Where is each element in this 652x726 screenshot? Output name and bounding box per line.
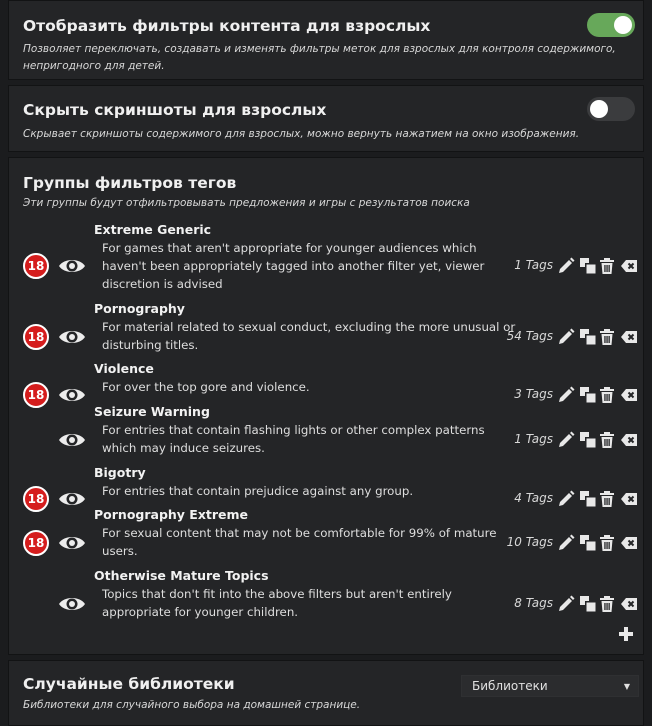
edit-pencil-icon[interactable]	[557, 534, 575, 552]
edit-pencil-icon[interactable]	[557, 595, 575, 613]
remove-icon[interactable]	[620, 595, 638, 613]
filter-row	[9, 465, 645, 506]
edit-pencil-icon[interactable]	[557, 257, 575, 275]
filter-name: Seizure Warning	[94, 404, 210, 419]
eye-icon[interactable]	[58, 533, 86, 553]
filter-tag-count: 8 Tags	[514, 596, 553, 610]
adult-18-badge: 18	[23, 253, 49, 279]
trash-icon[interactable]	[598, 386, 616, 404]
tag-groups-section	[8, 157, 644, 655]
libraries-select[interactable]	[461, 675, 639, 697]
libraries-select-value: Библиотеки	[472, 679, 548, 693]
filter-tag-count: 54 Tags	[506, 329, 553, 343]
trash-icon[interactable]	[598, 328, 616, 346]
filter-row	[9, 568, 645, 620]
filter-description: For games that aren't appropriate for younger audiences which haven't been appropriately tagged into another filter yet, viewer discretion is advised	[102, 241, 485, 291]
random-libraries-description: Библиотеки для случайного выбора на домашней странице.	[23, 699, 361, 711]
filter-tag-count: 1 Tags	[514, 432, 553, 446]
edit-pencil-icon[interactable]	[557, 386, 575, 404]
duplicate-icon[interactable]	[579, 257, 597, 275]
filter-name: Violence	[94, 361, 154, 376]
adult-18-badge: 18	[23, 530, 49, 556]
filter-description: For entries that contain flashing lights or other complex patterns which may induce seizures.	[102, 423, 485, 455]
trash-icon[interactable]	[598, 431, 616, 449]
filter-row	[9, 507, 645, 559]
plus-icon	[617, 625, 635, 643]
trash-icon[interactable]	[598, 257, 616, 275]
tag-groups-title: Группы фильтров тегов	[23, 174, 237, 192]
eye-icon[interactable]	[58, 594, 86, 614]
trash-icon[interactable]	[598, 490, 616, 508]
filter-tag-count: 3 Tags	[514, 387, 553, 401]
remove-icon[interactable]	[620, 328, 638, 346]
filter-tag-count: 1 Tags	[514, 258, 553, 272]
eye-icon[interactable]	[58, 430, 86, 450]
filter-tag-count: 10 Tags	[506, 535, 553, 549]
hide-screenshots-section	[8, 85, 644, 152]
filter-description: Topics that don't fit into the above filters but aren't entirely appropriate for younger children.	[102, 587, 452, 619]
eye-icon[interactable]	[58, 489, 86, 509]
toggle-knob	[590, 100, 608, 118]
filter-description: For over the top gore and violence.	[102, 380, 310, 394]
hide-screenshots-title: Скрыть скриншоты для взрослых	[23, 101, 327, 119]
adult-filters-description: Позволяет переключать, создавать и изменять фильтры меток для взрослых для контроля содержимого, непригодного для детей.	[23, 43, 616, 72]
trash-icon[interactable]	[598, 595, 616, 613]
edit-pencil-icon[interactable]	[557, 490, 575, 508]
remove-icon[interactable]	[620, 431, 638, 449]
filter-name: Extreme Generic	[94, 222, 212, 237]
edit-pencil-icon[interactable]	[557, 431, 575, 449]
remove-icon[interactable]	[620, 386, 638, 404]
duplicate-icon[interactable]	[579, 328, 597, 346]
adult-filters-toggle[interactable]	[587, 13, 635, 37]
filter-description: For sexual content that may not be comfortable for 99% of mature users.	[102, 526, 497, 558]
eye-icon[interactable]	[58, 385, 86, 405]
duplicate-icon[interactable]	[579, 595, 597, 613]
adult-18-badge: 18	[23, 486, 49, 512]
hide-screenshots-description: Скрывает скриншоты содержимого для взрослых, можно вернуть нажатием на окно изображения.	[23, 128, 580, 140]
eye-icon[interactable]	[58, 256, 86, 276]
adult-18-badge: 18	[23, 382, 49, 408]
add-filter-button[interactable]	[617, 625, 635, 643]
filter-row	[9, 361, 645, 402]
adult-filters-section	[8, 0, 644, 80]
adult-filters-title: Отобразить фильтры контента для взрослых	[23, 17, 431, 35]
random-libraries-title: Случайные библиотеки	[23, 675, 235, 693]
filter-name: Otherwise Mature Topics	[94, 568, 269, 583]
filter-tag-count: 4 Tags	[514, 491, 553, 505]
duplicate-icon[interactable]	[579, 490, 597, 508]
toggle-knob	[614, 16, 632, 34]
duplicate-icon[interactable]	[579, 386, 597, 404]
filter-row	[9, 301, 645, 353]
eye-icon[interactable]	[58, 327, 86, 347]
tag-groups-description: Эти группы будут отфильтровывать предложения и игры с результатов поиска	[23, 197, 470, 209]
filter-name: Bigotry	[94, 465, 146, 480]
filter-description: For material related to sexual conduct, excluding the more unusual or disturbing titles.	[102, 320, 516, 352]
remove-icon[interactable]	[620, 490, 638, 508]
duplicate-icon[interactable]	[579, 431, 597, 449]
remove-icon[interactable]	[620, 534, 638, 552]
chevron-down-icon: ▼	[623, 682, 630, 691]
duplicate-icon[interactable]	[579, 534, 597, 552]
random-libraries-section	[8, 660, 644, 726]
filter-description: For entries that contain prejudice against any group.	[102, 484, 414, 498]
edit-pencil-icon[interactable]	[557, 328, 575, 346]
remove-icon[interactable]	[620, 257, 638, 275]
filter-row	[9, 222, 645, 292]
hide-screenshots-toggle[interactable]	[587, 97, 635, 121]
trash-icon[interactable]	[598, 534, 616, 552]
filter-row	[9, 404, 645, 456]
filter-name: Pornography Extreme	[94, 507, 249, 522]
adult-18-badge: 18	[23, 324, 49, 350]
filter-name: Pornography	[94, 301, 185, 316]
